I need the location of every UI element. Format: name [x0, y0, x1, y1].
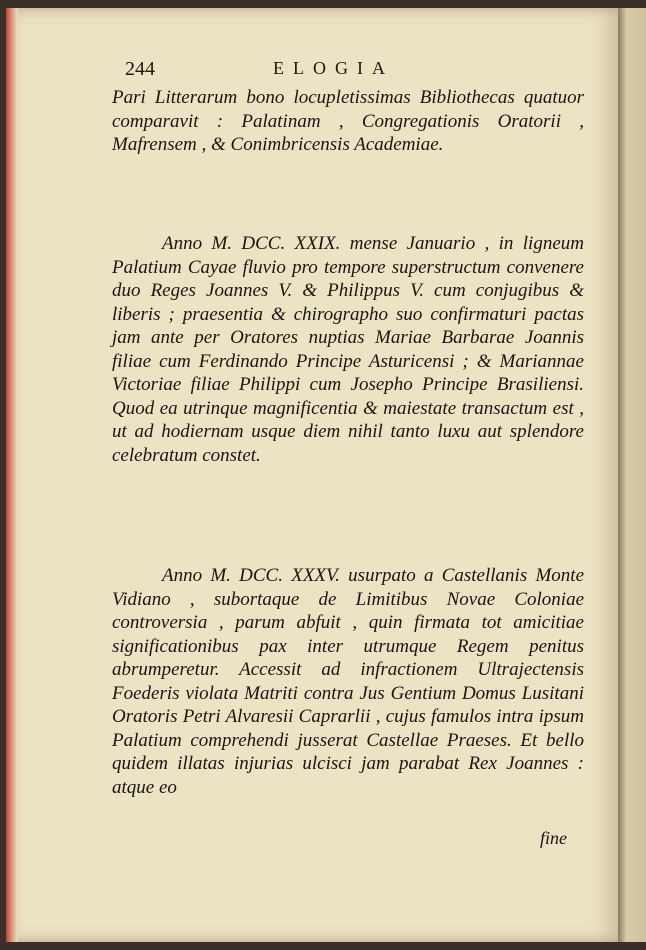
catchword: fine: [540, 828, 567, 848]
running-title: ELOGIA: [273, 58, 394, 78]
page-header: [125, 58, 585, 86]
page-gutter-edge: [6, 8, 18, 942]
paragraph-2: [112, 232, 584, 467]
paragraph-1: [112, 86, 584, 157]
paragraph-3: [112, 564, 584, 799]
paragraph-text: Pari Litterarum bono locupletissimas Bibliothecas quatuor comparavit : Palatinam , Congregationis Oratorii , Mafrensem , & Conimbricensis Academiae.: [112, 87, 584, 155]
adjacent-page-edge: [618, 8, 646, 942]
paragraph-text: Anno M. DCC. XXIX. mense Januario , in ligneum Palatium Cayae fluvio pro tempore superstructum convenere duo Reges Joannes V. & Philippus V. cum conjugibus & liberis ; praesentia & chirographo suo confirmaturi pactas jam ante per Oratores nuptias Mariae Barbarae Joannis filiae cum Ferdinando Principe Asturicensi ; & Mariannae Victoriae filiae Philippi cum Josepho Principe Brasiliensi. Quod ea utrinque magnificentia & maiestate transactum est , ut ad hodiernam usque diem nihil tanto luxu aut splendore celebratum constet.: [112, 233, 584, 466]
page-number: 244: [125, 58, 155, 80]
paragraph-text: Anno M. DCC. XXXV. usurpato a Castellanis Monte Vidiano , subortaque de Limitibus Novae Coloniae controversia , parum abfuit , quin firmata tot amicitiae significationibus pax inter utrumque Regem penitus abrumperetur. Accessit ad infractionem Ultrajectensis Foederis violata Matriti contra Jus Gentium Domus Lusitani Oratoris Petri Alvaresii Caprarlii , cujus famulos intra ipsum Palatium comprehendi jusserat Castellae Praeses. Et bello quidem illatas injurias ulcisci jam parabat Rex Joannes : atque eo: [112, 565, 584, 798]
